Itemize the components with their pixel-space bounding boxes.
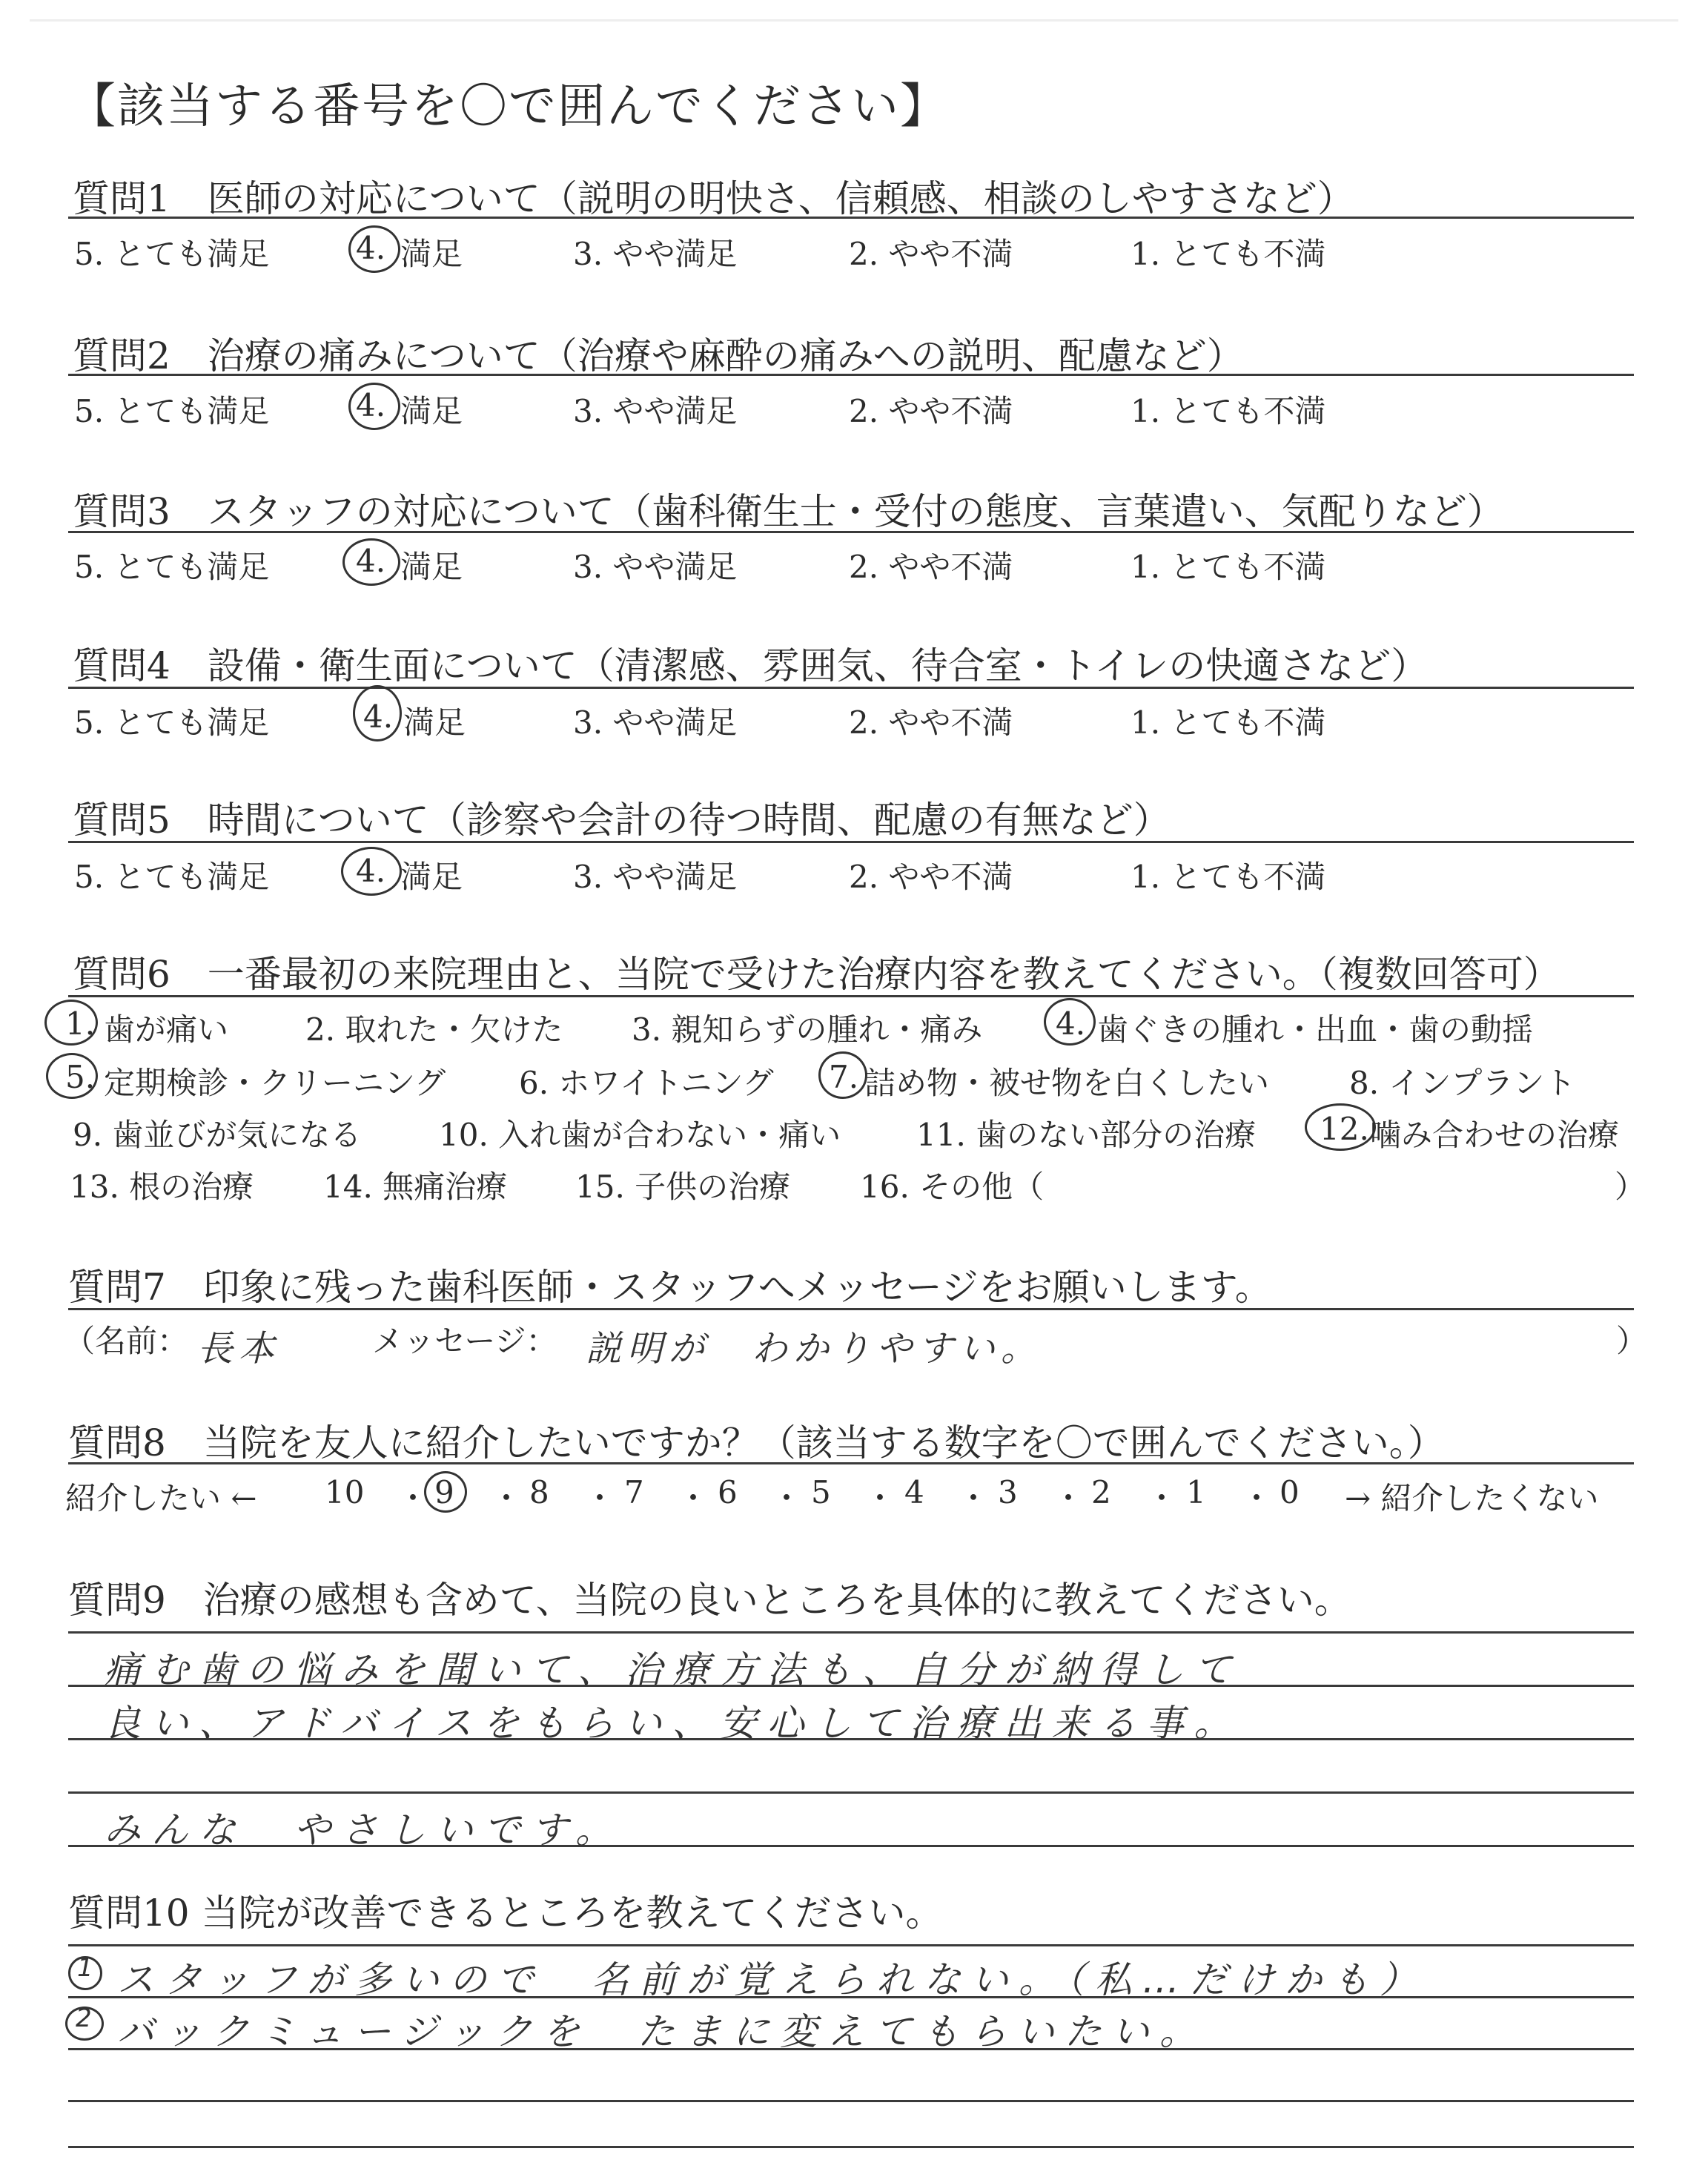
q2-option-3[interactable]: 3. やや満足 [573, 393, 738, 429]
q10-answer-2[interactable]: バックミュージックを たまに変えてもらいたい。 [117, 2010, 1207, 2053]
q9-rule-0 [68, 1631, 1634, 1634]
top-border [30, 19, 1678, 22]
q8-scale-separator: ・ [864, 1480, 896, 1516]
q7-name-label: （名前： [64, 1323, 189, 1359]
q8-scale-value-7[interactable]: 7 [624, 1474, 644, 1510]
q7-close: ） [1616, 1323, 1648, 1359]
q5-option-3[interactable]: 3. やや満足 [573, 859, 738, 895]
q9-rule-3 [68, 1791, 1634, 1794]
q6-option-16[interactable]: 16. その他（ [860, 1169, 1045, 1205]
q6-option-3[interactable]: 3. 親知らずの腫れ・痛み [632, 1011, 983, 1048]
q10-rule-3 [68, 2100, 1634, 2102]
q1-option-5[interactable]: 5. とても満足 [74, 236, 270, 272]
q1-option-4-label[interactable]: 満足 [400, 236, 463, 272]
q10-title: 質問10 当院が改善できるところを教えてください。 [68, 1892, 943, 1935]
q9-answer-line-2[interactable]: 良い、アドバイスをもらい、安心して治療出来る事。 [104, 1702, 1242, 1745]
q4-option-5[interactable]: 5. とても満足 [74, 704, 270, 741]
q3-option-3[interactable]: 3. やや満足 [573, 549, 738, 585]
q6-other-close: ） [1615, 1169, 1646, 1205]
q9-answer-line-4[interactable]: みんな やさしいです。 [104, 1809, 623, 1852]
q5-option-5[interactable]: 5. とても満足 [74, 859, 270, 895]
q6-option-5-label[interactable]: 定期検診・クリーニング [104, 1065, 446, 1101]
q4-option-2[interactable]: 2. やや不満 [849, 704, 1013, 741]
q6-option-11[interactable]: 11. 歯のない部分の治療 [916, 1117, 1257, 1153]
q8-scale-value-8[interactable]: 8 [529, 1474, 549, 1510]
q2-title: 質問2 治療の痛みについて（治療や麻酔の痛みへの説明、配慮など） [73, 334, 1244, 377]
q10-num-2: 2 [76, 2004, 92, 2033]
q10-rule-0 [68, 1944, 1634, 1946]
q5-option-1[interactable]: 1. とても不満 [1131, 859, 1326, 895]
q7-title: 質問7 印象に残った歯科医師・スタッフへメッセージをお願いします。 [68, 1266, 1272, 1309]
q1-option-2[interactable]: 2. やや不満 [849, 236, 1013, 272]
q3-rule [68, 531, 1634, 533]
q6-rule [68, 995, 1634, 997]
q5-option-4-label[interactable]: 満足 [400, 859, 463, 895]
q6-option-6[interactable]: 6. ホワイトニング [519, 1065, 774, 1101]
q10-rule-4 [68, 2146, 1634, 2148]
q1-option-3[interactable]: 3. やや満足 [573, 236, 738, 272]
q4-option-3[interactable]: 3. やや満足 [573, 704, 738, 741]
page-title: 【該当する番号を〇で囲んでください】 [68, 79, 949, 134]
q6-option-2[interactable]: 2. 取れた・欠けた [305, 1011, 563, 1048]
q8-scale-value-5[interactable]: 5 [811, 1474, 831, 1510]
q2-option-4-label[interactable]: 満足 [400, 393, 463, 429]
q8-scale-separator: ・ [1053, 1480, 1085, 1516]
q6-option-1-num[interactable]: 1. [65, 1005, 96, 1042]
q5-option-2[interactable]: 2. やや不満 [849, 859, 1013, 895]
q8-scale-value-3[interactable]: 3 [998, 1474, 1018, 1510]
q8-scale-separator: ・ [491, 1480, 523, 1516]
q7-message-label: メッセージ： [372, 1323, 557, 1359]
q6-option-14[interactable]: 14. 無痛治療 [323, 1169, 508, 1205]
q4-rule [68, 687, 1634, 689]
q8-right-label: → 紹介したくない [1345, 1480, 1599, 1516]
q10-num-1: 1 [77, 1953, 93, 1983]
q3-title: 質問3 スタッフの対応について（歯科衛生士・受付の態度、言葉遣い、気配りなど） [73, 490, 1504, 533]
q1-option-4-num[interactable]: 4. [356, 230, 386, 266]
q4-option-1[interactable]: 1. とても不満 [1131, 704, 1326, 741]
q7-name-value[interactable]: 長本 [197, 1328, 281, 1370]
q5-title: 質問5 時間について（診察や会計の待つ時間、配慮の有無など） [73, 799, 1171, 842]
q4-option-4-label[interactable]: 満足 [403, 704, 466, 741]
q6-option-7-label[interactable]: 詰め物・被せ物を白くしたい [864, 1065, 1270, 1101]
q8-scale-separator: ・ [584, 1480, 616, 1516]
q5-option-4-num[interactable]: 4. [356, 853, 386, 889]
q3-option-5[interactable]: 5. とても満足 [74, 549, 270, 585]
q8-scale-value-2[interactable]: 2 [1091, 1474, 1111, 1510]
q6-option-7-num[interactable]: 7. [829, 1059, 859, 1095]
q8-scale-value-10[interactable]: 10 [325, 1474, 365, 1510]
q8-left-label: 紹介したい ← [65, 1480, 257, 1516]
q6-option-15[interactable]: 15. 子供の治療 [575, 1169, 791, 1205]
q2-option-4-num[interactable]: 4. [356, 387, 386, 423]
q6-option-4-num[interactable]: 4. [1056, 1005, 1086, 1042]
q6-option-1-label[interactable]: 歯が痛い [104, 1011, 229, 1048]
q4-title: 質問4 設備・衛生面について（清潔感、雰囲気、待合室・トイレの快適さなど） [73, 644, 1429, 687]
q7-message-value[interactable]: 説明が わかりやすい。 [586, 1328, 1043, 1370]
q4-option-4-num[interactable]: 4. [363, 698, 394, 735]
q6-option-9[interactable]: 9. 歯並びが気になる [73, 1117, 362, 1153]
q7-rule [68, 1308, 1634, 1310]
q8-scale-value-1[interactable]: 1 [1186, 1474, 1206, 1510]
q8-scale-value-9[interactable]: 9 [434, 1474, 454, 1510]
q8-scale-separator: ・ [958, 1480, 990, 1516]
q6-option-8[interactable]: 8. インプラント [1349, 1065, 1576, 1101]
q2-option-1[interactable]: 1. とても不満 [1131, 393, 1326, 429]
q1-rule [68, 217, 1634, 219]
q6-option-4-label[interactable]: 歯ぐきの腫れ・出血・歯の動揺 [1097, 1011, 1534, 1048]
q8-scale-value-4[interactable]: 4 [904, 1474, 924, 1510]
q8-scale-separator: ・ [1146, 1480, 1178, 1516]
q6-option-12-label[interactable]: 噛み合わせの治療 [1370, 1117, 1620, 1153]
q8-scale-separator: ・ [678, 1480, 709, 1516]
q8-scale-separator: ・ [1241, 1480, 1273, 1516]
q5-rule [68, 841, 1634, 843]
q2-option-5[interactable]: 5. とても満足 [74, 393, 270, 429]
q10-answer-1[interactable]: スタッフが多いので 名前が覚えられない。（私…だけかも） [117, 1958, 1427, 2001]
q3-option-2[interactable]: 2. やや不満 [849, 549, 1013, 585]
q8-scale-value-0[interactable]: 0 [1280, 1474, 1300, 1510]
q1-option-1[interactable]: 1. とても不満 [1131, 236, 1326, 272]
q9-answer-line-1[interactable]: 痛む歯の悩みを聞いて、治療方法も、自分が納得して [104, 1648, 1242, 1691]
q2-rule [68, 374, 1634, 376]
q6-option-5-num[interactable]: 5. [65, 1059, 96, 1095]
q8-rule [68, 1462, 1634, 1464]
q6-title: 質問6 一番最初の来院理由と、当院で受けた治療内容を教えてください。（複数回答可） [73, 953, 1560, 996]
q1-title: 質問1 医師の対応について（説明の明快さ、信頼感、相談のしやすさなど） [73, 177, 1354, 220]
q8-scale-separator: ・ [397, 1480, 429, 1516]
q6-option-13[interactable]: 13. 根の治療 [70, 1169, 254, 1205]
q9-title: 質問9 治療の感想も含めて、当院の良いところを具体的に教えてください。 [68, 1579, 1351, 1622]
q6-option-12-num[interactable]: 12. [1320, 1111, 1369, 1147]
q2-option-2[interactable]: 2. やや不満 [849, 393, 1013, 429]
q8-title: 質問8 当院を友人に紹介したいですか？（該当する数字を〇で囲んでください。） [68, 1421, 1445, 1464]
q8-scale-separator: ・ [771, 1480, 803, 1516]
q3-option-4-label[interactable]: 満足 [400, 549, 463, 585]
q6-option-10[interactable]: 10. 入れ歯が合わない・痛い [439, 1117, 841, 1153]
q3-option-1[interactable]: 1. とても不満 [1131, 549, 1326, 585]
q8-scale-value-6[interactable]: 6 [718, 1474, 738, 1510]
q3-option-4-num[interactable]: 4. [356, 543, 386, 579]
